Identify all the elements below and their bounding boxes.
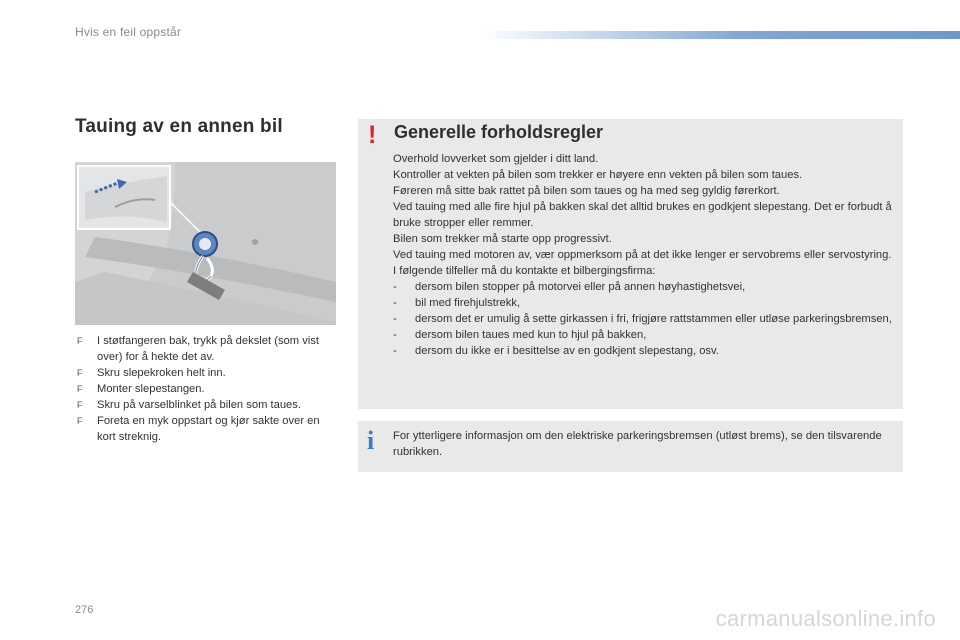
warning-body bbox=[393, 151, 893, 359]
warning-title: Generelle forholdsregler bbox=[394, 122, 604, 142]
case-dash: - bbox=[393, 345, 397, 357]
case-dash: - bbox=[393, 313, 397, 325]
warning-line: Kontroller at vekten på bilen som trekker er høyere enn vekten på bilen som taues. bbox=[393, 169, 803, 181]
step-item bbox=[75, 333, 337, 365]
case-text: bil med firehjulstrekk, bbox=[415, 297, 521, 309]
warning-line: Bilen som trekker må starte opp progressivt. bbox=[393, 233, 612, 245]
warning-case bbox=[393, 327, 893, 343]
info-text: For ytterligere informasjon om den elektriske parkeringsbremsen (utløst brems), se den tilsvarende rubrikken. bbox=[393, 430, 882, 458]
step-bullet: F bbox=[77, 368, 83, 378]
warning-case bbox=[393, 343, 893, 359]
header-accent-bar bbox=[480, 31, 960, 39]
step-text: Monter slepestangen. bbox=[97, 383, 205, 395]
warning-case bbox=[393, 295, 893, 311]
case-text: dersom du ikke er i besittelse av en godkjent slepestang, osv. bbox=[415, 345, 719, 357]
warning-line: I følgende tilfeller må du kontakte et bilbergingsfirma: bbox=[393, 265, 656, 277]
header-section-title: Hvis en feil oppstår bbox=[75, 25, 182, 39]
step-item bbox=[75, 413, 337, 445]
info-icon: i bbox=[367, 426, 375, 455]
case-dash: - bbox=[393, 281, 397, 293]
warning-line: Ved tauing med alle fire hjul på bakken skal det alltid brukes en godkjent slepestang. Det er forbudt å bruke stropper eller remmer. bbox=[393, 201, 892, 229]
step-bullet: F bbox=[77, 400, 83, 410]
step-text: Foreta en myk oppstart og kjør sakte over en kort streknig. bbox=[97, 415, 320, 443]
section-title: Tauing av en annen bil bbox=[75, 116, 283, 137]
step-item bbox=[75, 397, 337, 413]
warning-line: Overhold lovverket som gjelder i ditt land. bbox=[393, 153, 599, 165]
step-text: I støtfangeren bak, trykk på dekslet (som vist over) for å hekte det av. bbox=[97, 335, 319, 363]
case-dash: - bbox=[393, 297, 397, 309]
case-dash: - bbox=[393, 329, 397, 341]
step-bullet: F bbox=[77, 384, 83, 394]
step-text: Skru på varselblinket på bilen som taues. bbox=[97, 399, 301, 411]
case-text: dersom bilen taues med kun to hjul på bakken, bbox=[415, 329, 647, 341]
page-number: 276 bbox=[75, 604, 94, 616]
warning-line: Føreren må sitte bak rattet på bilen som taues og ha med seg gyldig førerkort. bbox=[393, 185, 780, 197]
case-text: dersom bilen stopper på motorvei eller på annen høyhastighetsvei, bbox=[415, 281, 746, 293]
towing-steps-list bbox=[75, 333, 337, 445]
warning-line: Ved tauing med motoren av, vær oppmerksom på at det ikke lenger er servobrems eller servostyring. bbox=[393, 249, 892, 261]
warning-icon: ! bbox=[368, 121, 377, 149]
case-text: dersom det er umulig å sette girkassen i fri, frigjøre rattstammen eller utløse parkeringsbremsen, bbox=[415, 313, 892, 325]
warning-case bbox=[393, 311, 893, 327]
watermark: carmanualsonline.info bbox=[715, 606, 936, 631]
step-item bbox=[75, 381, 337, 397]
towing-eye-illustration bbox=[75, 162, 336, 325]
warning-case bbox=[393, 279, 893, 295]
step-bullet: F bbox=[77, 416, 83, 426]
step-bullet: F bbox=[77, 336, 83, 346]
step-text: Skru slepekroken helt inn. bbox=[97, 367, 226, 379]
step-item bbox=[75, 365, 337, 381]
